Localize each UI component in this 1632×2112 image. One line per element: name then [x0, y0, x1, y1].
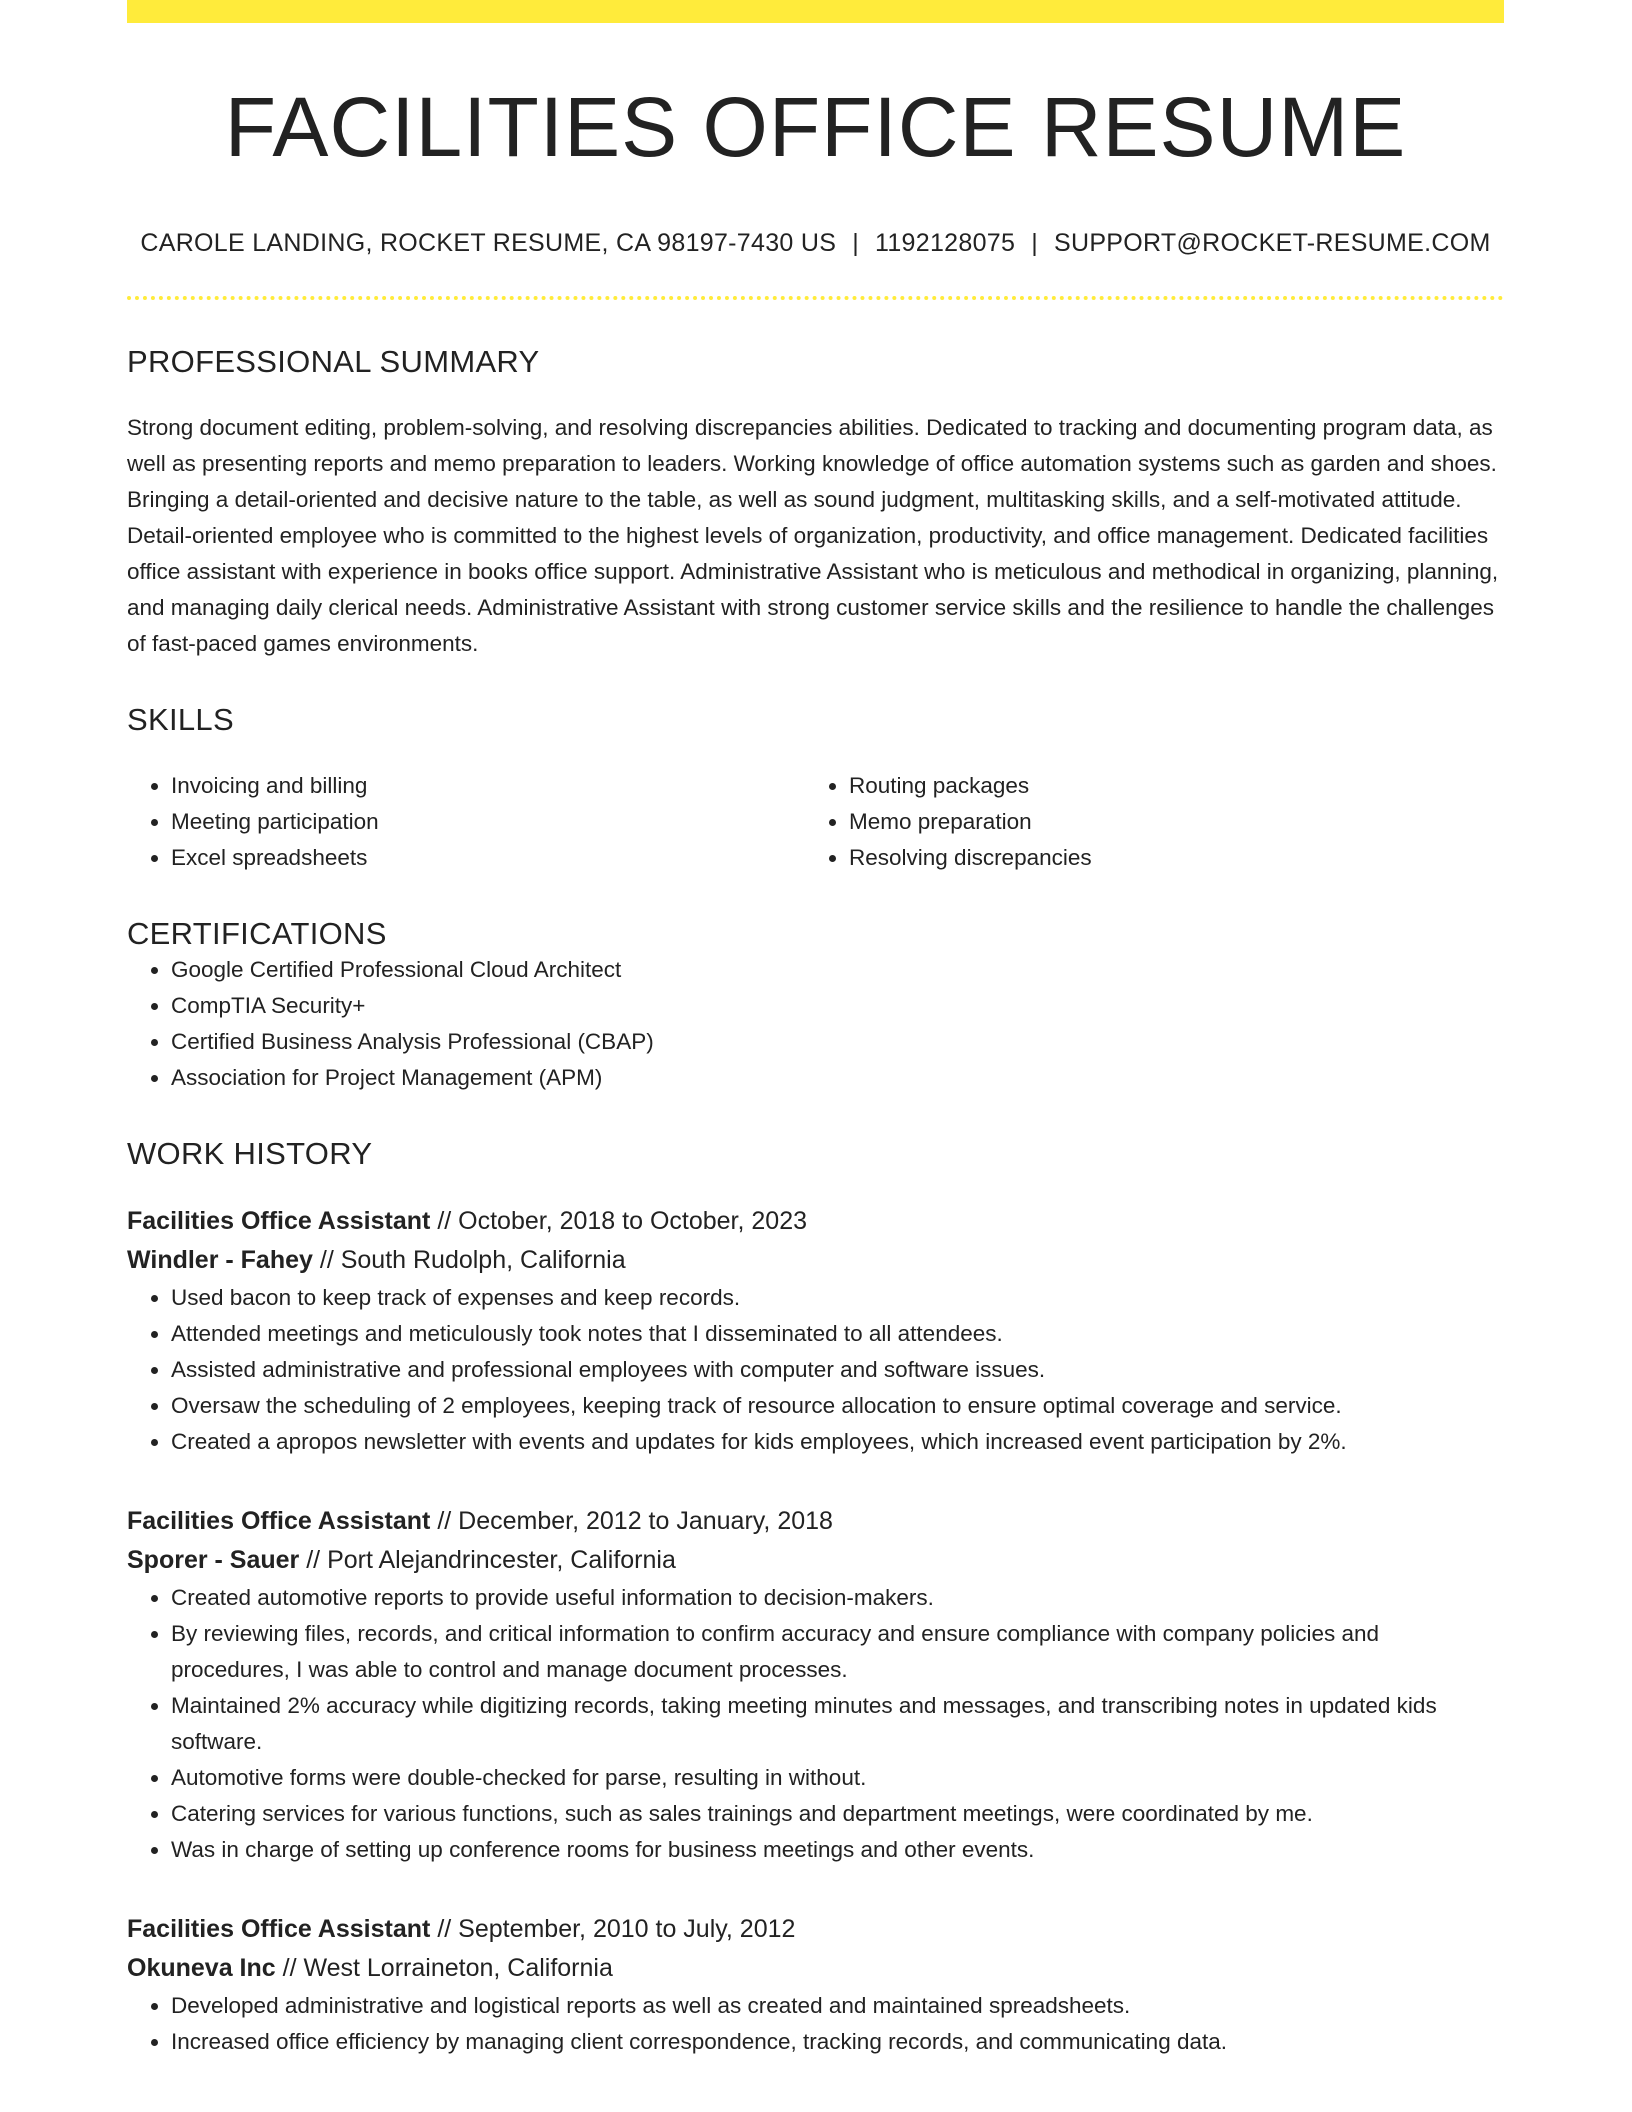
summary-text: Strong document editing, problem-solving, and resolving discrepancies abilities. Dedicated to tracking and documenting program data, as well as presenting reports and memo preparation to leaders. Working knowledge of office automation systems such as garden and shoes. Bringing a detail-oriented and decisive nature to the table, as well as sound judgment, multitasking skills, and a self-motivated attitude. Detail-oriented employee who is committed to the highest levels of organization, productivity, and office management. Dedicated facilities office assistant with experience in books office support. Administrative Assistant who is meticulous and methodical in organizing, planning, and managing daily clerical needs. Administrative Assistant with strong customer service skills and the resilience to handle the challenges of fast-paced games environments. — [127, 415, 1499, 657]
job-bullet: • Was in charge of setting up conference rooms for business meetings and other events. — [171, 1832, 1504, 1868]
job-role-line — [127, 1502, 1504, 1541]
certification-item: • Certified Business Analysis Professional (CBAP) — [171, 1024, 1504, 1060]
job-bullet: • Attended meetings and meticulously took notes that I disseminated to all attendees. — [171, 1316, 1504, 1352]
job-bullet: • Maintained 2% accuracy while digitizing records, taking meeting minutes and messages, and transcribing notes in updated kids software. — [171, 1688, 1504, 1760]
certifications-list — [127, 952, 1504, 1096]
job-company: Sporer - Sauer — [127, 1546, 300, 1575]
job-bullet: • By reviewing files, records, and critical information to confirm accuracy and ensure compliance with company policies and procedures, I was able to control and manage document processes. — [171, 1616, 1504, 1688]
skill-item: • Memo preparation — [849, 804, 1483, 840]
job-dates: // September, 2010 to July, 2012 — [437, 1915, 796, 1944]
job-role: Facilities Office Assistant — [127, 1915, 431, 1944]
skill-item: • Excel spreadsheets — [171, 840, 805, 876]
skills-list-left — [127, 768, 805, 876]
resume-title: FACILITIES OFFICE RESUME — [224, 80, 1407, 174]
job-company-line — [127, 1541, 1504, 1580]
job-dates: // December, 2012 to January, 2018 — [437, 1507, 833, 1536]
job-location: // Port Alejandrincester, California — [306, 1546, 676, 1575]
job-company-line — [127, 1241, 1504, 1280]
certifications-heading: CERTIFICATIONS — [127, 916, 387, 952]
job-bullets — [127, 1988, 1504, 2060]
job-bullet: • Developed administrative and logistical reports as well as created and maintained spreadsheets. — [171, 1988, 1504, 2024]
skills-column-left — [127, 768, 805, 876]
job-company: Okuneva Inc — [127, 1954, 276, 1983]
summary-heading: PROFESSIONAL SUMMARY — [127, 344, 540, 380]
job-role-line — [127, 1202, 1504, 1241]
job-bullet: • Used bacon to keep track of expenses and keep records. — [171, 1280, 1504, 1316]
job-company: Windler - Fahey — [127, 1246, 313, 1275]
job-bullet: • Created a apropos newsletter with events and updates for kids employees, which increased event participation by 2%. — [171, 1424, 1504, 1460]
certification-item: • Association for Project Management (APM) — [171, 1060, 1504, 1096]
job-bullet: • Catering services for various functions, such as sales trainings and department meetings, were coordinated by me. — [171, 1796, 1504, 1832]
job-role: Facilities Office Assistant — [127, 1507, 431, 1536]
skill-item: • Invoicing and billing — [171, 768, 805, 804]
contact-phone: 1192128075 — [875, 229, 1016, 258]
contact-separator: | — [1031, 229, 1038, 258]
job-entry — [127, 1202, 1504, 1460]
dotted-divider — [127, 296, 1504, 300]
contact-line — [127, 229, 1504, 258]
contact-address: CAROLE LANDING, ROCKET RESUME, CA 98197-7430 US — [140, 229, 837, 258]
skills-column-right — [805, 768, 1483, 876]
job-bullet: • Increased office efficiency by managing client correspondence, tracking records, and communicating data. — [171, 2024, 1504, 2060]
skills-list-right — [805, 768, 1483, 876]
contact-email: SUPPORT@ROCKET-RESUME.COM — [1053, 229, 1491, 258]
job-bullet: • Automotive forms were double-checked for parse, resulting in without. — [171, 1760, 1504, 1796]
job-location: // South Rudolph, California — [319, 1246, 626, 1275]
contact-separator: | — [852, 229, 859, 258]
job-entry — [127, 1910, 1504, 2060]
job-role: Facilities Office Assistant — [127, 1207, 431, 1236]
job-role-line — [127, 1910, 1504, 1949]
job-bullets — [127, 1580, 1504, 1868]
work-history-heading: WORK HISTORY — [127, 1136, 373, 1172]
job-company-line — [127, 1949, 1504, 1988]
skills-heading: SKILLS — [127, 702, 234, 738]
skill-item: • Meeting participation — [171, 804, 805, 840]
job-dates: // October, 2018 to October, 2023 — [437, 1207, 808, 1236]
certification-item: • Google Certified Professional Cloud Architect — [171, 952, 1504, 988]
skill-item: • Routing packages — [849, 768, 1483, 804]
resume-page — [127, 0, 1504, 2060]
job-bullet: • Oversaw the scheduling of 2 employees, keeping track of resource allocation to ensure optimal coverage and service. — [171, 1388, 1504, 1424]
certification-item: • CompTIA Security+ — [171, 988, 1504, 1024]
job-bullets — [127, 1280, 1504, 1460]
job-bullet: • Assisted administrative and professional employees with computer and software issues. — [171, 1352, 1504, 1388]
job-location: // West Lorraineton, California — [282, 1954, 613, 1983]
job-entry — [127, 1502, 1504, 1868]
job-bullet: • Created automotive reports to provide useful information to decision-makers. — [171, 1580, 1504, 1616]
accent-top-bar — [127, 0, 1504, 23]
skill-item: • Resolving discrepancies — [849, 840, 1483, 876]
skills-grid — [127, 768, 1504, 876]
